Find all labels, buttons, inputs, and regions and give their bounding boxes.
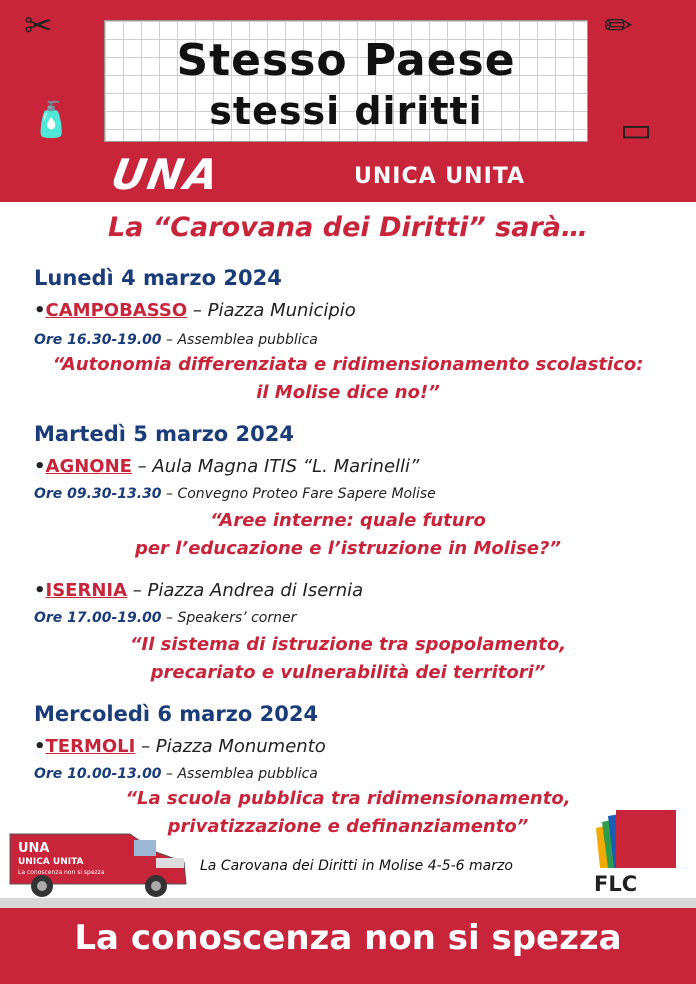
bullet-icon: •	[34, 456, 46, 477]
event-quote-line: “Il sistema di istruzione tra spopolamento,	[129, 634, 567, 655]
una-logo: UNA	[107, 150, 225, 199]
pencil-doodle-icon: ✏	[604, 6, 633, 46]
van-icon	[6, 822, 192, 900]
city-name: CAMPOBASSO	[45, 300, 188, 321]
title-card	[104, 20, 588, 142]
city-name: TERMOLI	[45, 736, 136, 757]
event-activity: – Assemblea pubblica	[161, 332, 318, 348]
city-name: ISERNIA	[45, 580, 128, 601]
event-place: – Piazza Andrea di Isernia	[127, 580, 364, 601]
event-hours	[34, 610, 296, 626]
event-quote-line: “Autonomia differenziata e ridimensionamento scolastico:	[52, 354, 644, 375]
event-quote-line: privatizzazione e definanziamento”	[167, 816, 529, 837]
page-title: Stesso Paese	[176, 35, 516, 86]
glue-doodle-icon: 🧴	[30, 100, 73, 140]
bullet-icon: •	[34, 300, 46, 321]
event-location	[34, 580, 363, 601]
van-logo: UNA	[18, 841, 50, 856]
event-activity: – Convegno Proteo Fare Sapere Molise	[161, 486, 436, 502]
event-quote-line: precariato e vulnerabilità dei territori”	[150, 662, 546, 683]
van-slogan: La conoscenza non si spezza	[18, 869, 105, 876]
hours-label: Ore 17.00-19.00	[34, 610, 162, 626]
event-place: – Aula Magna ITIS “L. Marinelli”	[131, 456, 420, 477]
event-location	[34, 736, 326, 757]
event-place: – Piazza Monumento	[135, 736, 326, 757]
event-hours	[34, 486, 436, 502]
event-activity: – Assemblea pubblica	[161, 766, 318, 782]
event-quote-line: “Aree interne: quale futuro	[210, 510, 486, 531]
hours-label: Ore 10.00-13.00	[34, 766, 162, 782]
flc-logo-icon	[590, 810, 680, 870]
footer-slogan: La conoscenza non si spezza	[74, 918, 622, 958]
event-quote-line: “La scuola pubblica tra ridimensionamento,	[125, 788, 571, 809]
event-activity: – Speakers’ corner	[161, 610, 297, 626]
bullet-icon: •	[34, 736, 46, 757]
event-place: – Piazza Municipio	[187, 300, 356, 321]
day-heading: Mercoledì 6 marzo 2024	[34, 702, 319, 726]
carovana-note: La Carovana dei Diritti in Molise 4-5-6 marzo	[200, 858, 513, 874]
event-hours	[34, 332, 318, 348]
city-name: AGNONE	[45, 456, 132, 477]
event-quote-line: per l’educazione e l’istruzione in Molise?”	[134, 538, 562, 559]
van-tagline: UNICA UNITA	[18, 857, 84, 867]
event-hours	[34, 766, 318, 782]
hours-label: Ore 16.30-19.00	[34, 332, 162, 348]
hours-label: Ore 09.30-13.30	[34, 486, 162, 502]
scissors-doodle-icon: ✂	[24, 6, 53, 46]
header-band	[0, 0, 696, 202]
event-quote-line: il Molise dice no!”	[256, 382, 440, 403]
una-tagline: UNICA UNITA	[354, 164, 526, 189]
day-heading: Lunedì 4 marzo 2024	[34, 266, 282, 290]
flc-cgil-text: FLC	[594, 872, 638, 896]
event-location	[34, 300, 356, 321]
intro-heading: La “Carovana dei Diritti” sarà…	[108, 212, 588, 243]
eraser-doodle-icon: ▭	[620, 110, 653, 150]
bullet-icon: •	[34, 580, 46, 601]
page-subtitle: stessi diritti	[209, 89, 483, 133]
event-location	[34, 456, 419, 477]
day-heading: Martedì 5 marzo 2024	[34, 422, 294, 446]
